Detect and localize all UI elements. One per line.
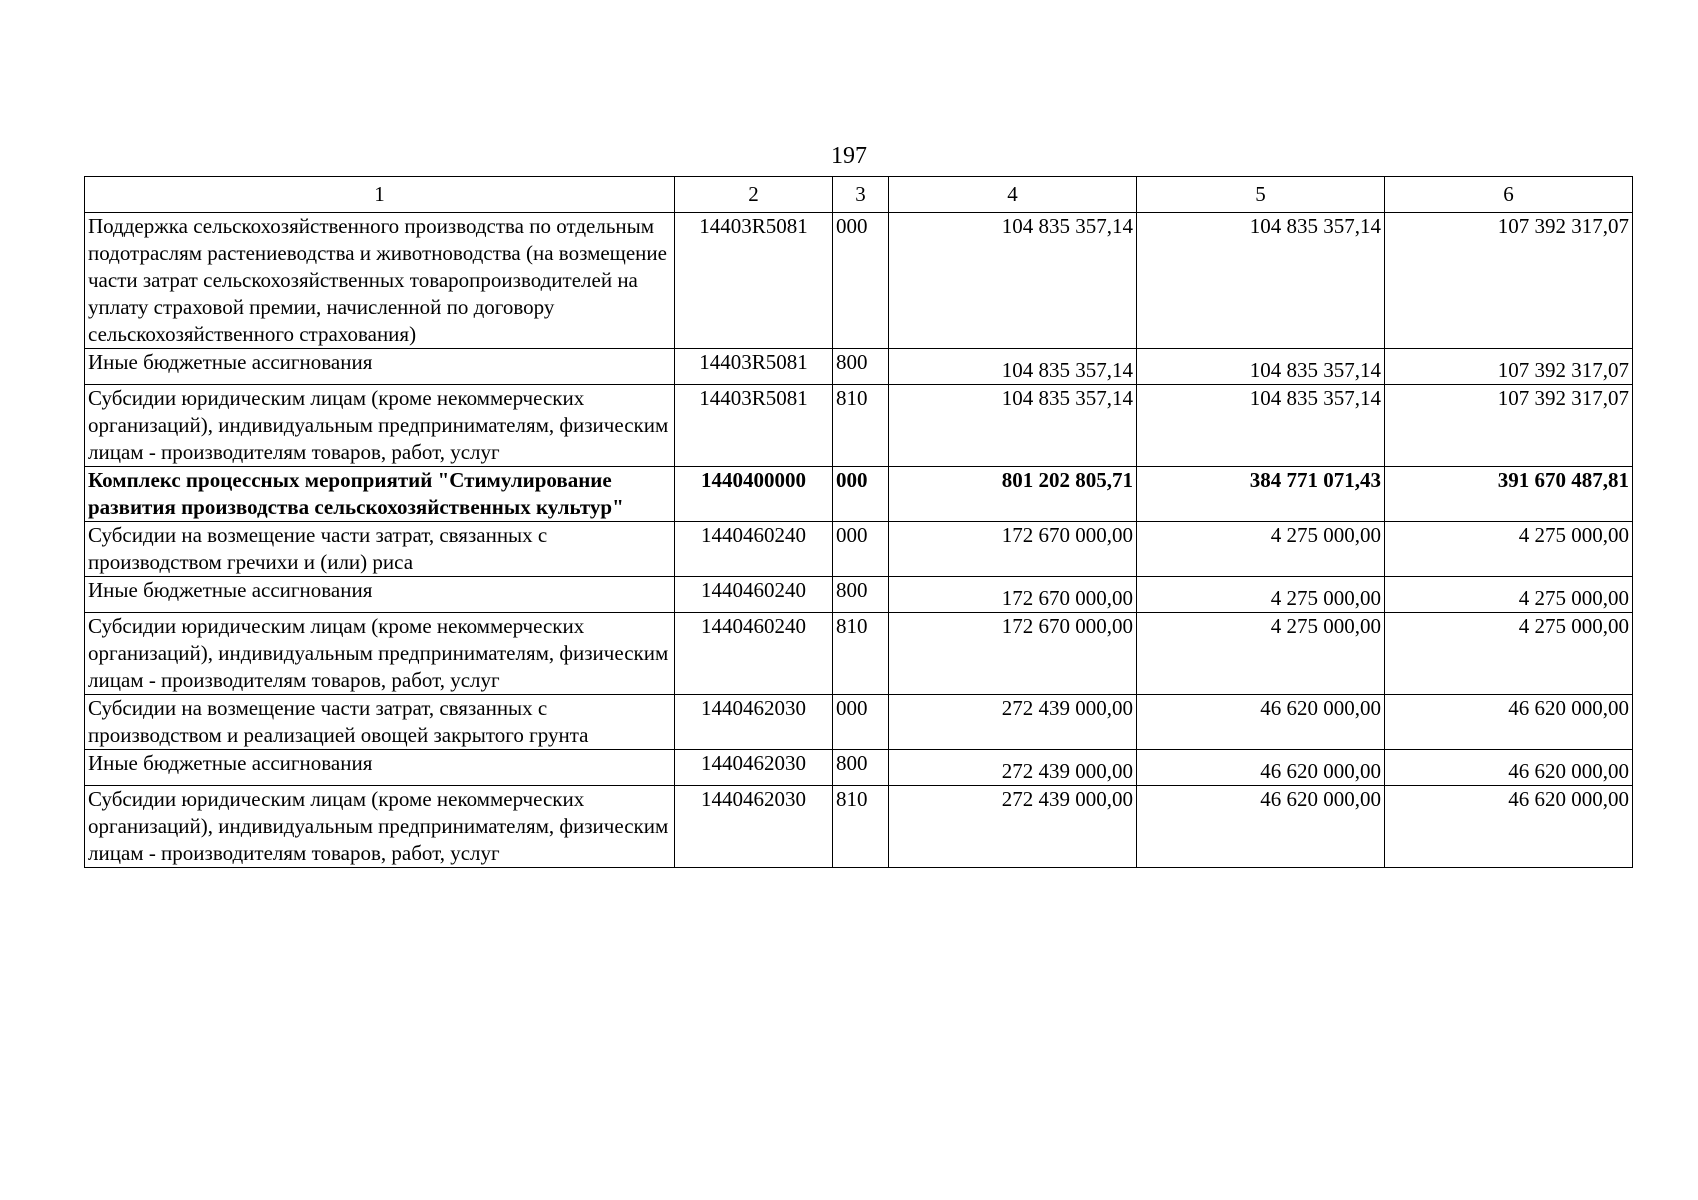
row-type: 800 (833, 349, 889, 385)
row-name: Субсидии на возмещение части затрат, связанных с производством и реализацией овощей закрытого грунта (85, 695, 675, 750)
row-code: 1440460240 (675, 613, 833, 695)
row-amount-col4: 172 670 000,00 (889, 577, 1137, 613)
row-type: 810 (833, 385, 889, 467)
row-amount-col5: 104 835 357,14 (1137, 349, 1385, 385)
row-amount-col5: 4 275 000,00 (1137, 613, 1385, 695)
row-amount-col4: 104 835 357,14 (889, 213, 1137, 349)
table-row (85, 577, 1633, 613)
column-header: 2 (675, 177, 833, 213)
row-amount-col4: 172 670 000,00 (889, 613, 1137, 695)
row-amount-col6: 107 392 317,07 (1385, 385, 1633, 467)
header-row (85, 177, 1633, 213)
row-amount-col4: 272 439 000,00 (889, 750, 1137, 786)
row-type: 810 (833, 613, 889, 695)
row-amount-col4: 172 670 000,00 (889, 522, 1137, 577)
row-amount-col5: 4 275 000,00 (1137, 577, 1385, 613)
table-row (85, 786, 1633, 868)
row-type: 800 (833, 750, 889, 786)
page-number: 197 (831, 143, 867, 169)
table-row (85, 385, 1633, 467)
table-row-section-total (85, 467, 1633, 522)
column-header: 5 (1137, 177, 1385, 213)
row-amount-col6: 46 620 000,00 (1385, 695, 1633, 750)
column-header: 3 (833, 177, 889, 213)
row-type: 000 (833, 467, 889, 522)
row-amount-col4: 272 439 000,00 (889, 786, 1137, 868)
budget-table (84, 176, 1633, 868)
row-type: 000 (833, 522, 889, 577)
row-name: Субсидии юридическим лицам (кроме некоммерческих организаций), индивидуальным предпринимателям, физическим лицам - производителям товаров, работ, услуг (85, 385, 675, 467)
row-type: 810 (833, 786, 889, 868)
row-code: 14403R5081 (675, 213, 833, 349)
table-row (85, 213, 1633, 349)
row-code: 14403R5081 (675, 349, 833, 385)
row-amount-col5: 46 620 000,00 (1137, 695, 1385, 750)
row-type: 800 (833, 577, 889, 613)
row-code: 1440462030 (675, 750, 833, 786)
row-amount-col5: 104 835 357,14 (1137, 385, 1385, 467)
row-name: Иные бюджетные ассигнования (85, 349, 675, 385)
row-name: Комплекс процессных мероприятий "Стимулирование развития производства сельскохозяйственных культур" (85, 467, 675, 522)
row-amount-col6: 107 392 317,07 (1385, 213, 1633, 349)
row-amount-col6: 46 620 000,00 (1385, 750, 1633, 786)
row-amount-col6: 4 275 000,00 (1385, 577, 1633, 613)
row-code: 14403R5081 (675, 385, 833, 467)
table-row (85, 750, 1633, 786)
table-row (85, 349, 1633, 385)
row-name: Субсидии юридическим лицам (кроме некоммерческих организаций), индивидуальным предпринимателям, физическим лицам - производителям товаров, работ, услуг (85, 786, 675, 868)
table-row (85, 695, 1633, 750)
row-amount-col5: 384 771 071,43 (1137, 467, 1385, 522)
table-row (85, 522, 1633, 577)
row-amount-col6: 4 275 000,00 (1385, 522, 1633, 577)
column-header: 6 (1385, 177, 1633, 213)
row-amount-col6: 46 620 000,00 (1385, 786, 1633, 868)
row-amount-col4: 104 835 357,14 (889, 349, 1137, 385)
row-amount-col4: 104 835 357,14 (889, 385, 1137, 467)
row-name: Иные бюджетные ассигнования (85, 577, 675, 613)
row-code: 1440462030 (675, 786, 833, 868)
row-name: Субсидии юридическим лицам (кроме некоммерческих организаций), индивидуальным предпринимателям, физическим лицам - производителям товаров, работ, услуг (85, 613, 675, 695)
row-amount-col4: 272 439 000,00 (889, 695, 1137, 750)
row-name: Поддержка сельскохозяйственного производства по отдельным подотраслям растениеводства и животноводства (на возмещение части затрат сельскохозяйственных товаропроизводителей на уплату страховой премии, начисленной по договору сельскохозяйственного страхования) (85, 213, 675, 349)
row-type: 000 (833, 695, 889, 750)
row-type: 000 (833, 213, 889, 349)
row-amount-col5: 46 620 000,00 (1137, 786, 1385, 868)
row-amount-col5: 46 620 000,00 (1137, 750, 1385, 786)
row-amount-col5: 4 275 000,00 (1137, 522, 1385, 577)
row-name: Субсидии на возмещение части затрат, связанных с производством гречихи и (или) риса (85, 522, 675, 577)
row-amount-col6: 4 275 000,00 (1385, 613, 1633, 695)
table-row (85, 613, 1633, 695)
row-amount-col5: 104 835 357,14 (1137, 213, 1385, 349)
row-code: 1440460240 (675, 577, 833, 613)
row-amount-col6: 107 392 317,07 (1385, 349, 1633, 385)
row-amount-col6: 391 670 487,81 (1385, 467, 1633, 522)
row-code: 1440462030 (675, 695, 833, 750)
column-header: 1 (85, 177, 675, 213)
row-name: Иные бюджетные ассигнования (85, 750, 675, 786)
column-header: 4 (889, 177, 1137, 213)
row-code: 1440400000 (675, 467, 833, 522)
row-amount-col4: 801 202 805,71 (889, 467, 1137, 522)
row-code: 1440460240 (675, 522, 833, 577)
